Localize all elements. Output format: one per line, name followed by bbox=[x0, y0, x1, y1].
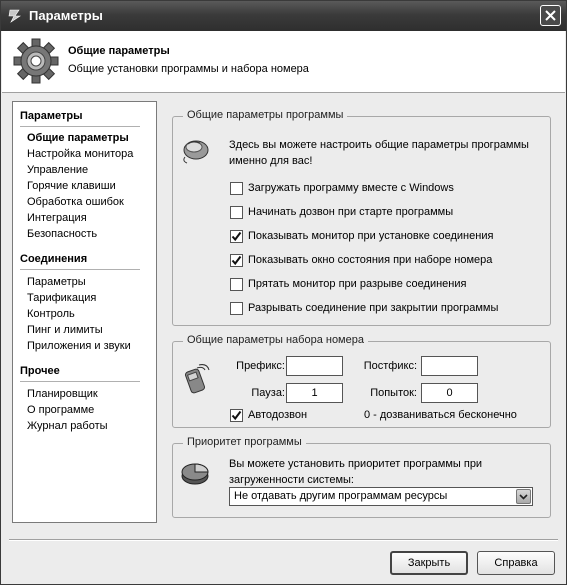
app-icon bbox=[7, 8, 23, 24]
priority-group bbox=[172, 436, 551, 518]
attempts-hint: 0 - дозваниваться бесконечно bbox=[364, 409, 517, 421]
checkbox-autodial[interactable] bbox=[230, 409, 243, 422]
chevron-down-icon bbox=[519, 494, 528, 500]
prefix-label: Префикс: bbox=[236, 360, 285, 372]
nav-item-integration[interactable]: Интеграция bbox=[27, 212, 87, 224]
group-legend: Общие параметры набора номера bbox=[183, 334, 368, 346]
program-settings-description: Здесь вы можете настроить общие параметры программы именно для вас! bbox=[229, 139, 529, 167]
group-legend: Приоритет программы bbox=[183, 436, 306, 448]
window-title: Параметры bbox=[29, 8, 103, 23]
option-autostart[interactable] bbox=[230, 181, 454, 195]
header-title: Общие параметры bbox=[68, 45, 170, 57]
footer-divider bbox=[9, 539, 558, 541]
nav-section-divider bbox=[20, 269, 140, 270]
attempts-label: Попыток: bbox=[370, 387, 417, 399]
priority-select[interactable] bbox=[229, 487, 533, 506]
nav-section-title: Параметры bbox=[20, 110, 83, 122]
nav-item-monitor[interactable]: Настройка монитора bbox=[27, 148, 134, 160]
checkbox-show-monitor[interactable] bbox=[230, 230, 243, 243]
nav-section-divider bbox=[20, 126, 140, 127]
checkmark-icon bbox=[231, 255, 242, 266]
option-dial-on-start[interactable] bbox=[230, 205, 453, 219]
checkmark-icon bbox=[231, 410, 242, 421]
option-label: Показывать монитор при установке соединения bbox=[248, 230, 494, 242]
nav-item-tariffs[interactable]: Тарификация bbox=[27, 292, 97, 304]
title-bar[interactable] bbox=[1, 1, 566, 31]
checkbox-disconnect-on-exit[interactable] bbox=[230, 302, 243, 315]
header-subtitle: Общие установки программы и набора номера bbox=[68, 63, 309, 75]
autodial-label: Автодозвон bbox=[248, 409, 308, 421]
group-legend: Общие параметры программы bbox=[183, 109, 347, 121]
option-show-status[interactable] bbox=[230, 253, 492, 267]
nav-item-general[interactable]: Общие параметры bbox=[27, 132, 129, 144]
phone-icon bbox=[179, 364, 213, 398]
nav-section-title: Прочее bbox=[20, 365, 60, 377]
dropdown-button[interactable] bbox=[516, 489, 531, 504]
settings-navigation bbox=[12, 101, 157, 523]
gear-icon bbox=[12, 37, 60, 85]
nav-item-scheduler[interactable]: Планировщик bbox=[27, 388, 98, 400]
option-label: Разрывать соединение при закрытии программы bbox=[248, 302, 499, 314]
nav-section-divider bbox=[20, 381, 140, 382]
pie-chart-icon bbox=[179, 456, 213, 490]
nav-item-connection-params[interactable]: Параметры bbox=[27, 276, 86, 288]
header-banner bbox=[2, 31, 565, 93]
priority-selected-option: Не отдавать другим программам ресурсы bbox=[234, 490, 448, 502]
nav-item-control[interactable]: Управление bbox=[27, 164, 89, 176]
dial-settings-group bbox=[172, 334, 551, 428]
option-show-monitor[interactable] bbox=[230, 229, 493, 243]
close-button[interactable]: Закрыть bbox=[390, 551, 468, 575]
nav-item-hotkeys[interactable]: Горячие клавиши bbox=[27, 180, 116, 192]
postfix-input[interactable] bbox=[421, 356, 478, 376]
checkbox-dial-on-start[interactable] bbox=[230, 206, 243, 219]
option-label: Начинать дозвон при старте программы bbox=[248, 206, 454, 218]
option-label: Показывать окно состояния при наборе номера bbox=[248, 254, 493, 266]
program-settings-group bbox=[172, 109, 551, 326]
checkmark-icon bbox=[231, 231, 242, 242]
nav-item-monitoring[interactable]: Контроль bbox=[27, 308, 75, 320]
nav-item-security[interactable]: Безопасность bbox=[27, 228, 98, 240]
nav-item-log[interactable]: Журнал работы bbox=[27, 420, 108, 432]
close-icon bbox=[545, 10, 556, 21]
option-autodial[interactable] bbox=[230, 408, 307, 422]
nav-item-ping-limits[interactable]: Пинг и лимиты bbox=[27, 324, 103, 336]
mouse-icon bbox=[179, 131, 213, 165]
postfix-label: Постфикс: bbox=[363, 360, 417, 372]
nav-item-about[interactable]: О программе bbox=[27, 404, 95, 416]
option-disconnect-on-exit[interactable] bbox=[230, 301, 498, 315]
close-window-button[interactable] bbox=[540, 5, 561, 26]
nav-item-errors[interactable]: Обработка ошибок bbox=[27, 196, 124, 208]
nav-item-apps-sounds[interactable]: Приложения и звуки bbox=[27, 340, 131, 352]
option-hide-monitor[interactable] bbox=[230, 277, 466, 291]
checkbox-hide-monitor[interactable] bbox=[230, 278, 243, 291]
pause-input[interactable] bbox=[286, 383, 343, 403]
option-label: Загружать программу вместе с Windows bbox=[248, 182, 454, 194]
option-label: Прятать монитор при разрыве соединения bbox=[248, 278, 467, 290]
attempts-input[interactable] bbox=[421, 383, 478, 403]
help-button[interactable]: Справка bbox=[477, 551, 555, 575]
prefix-input[interactable] bbox=[286, 356, 343, 376]
nav-section-title: Соединения bbox=[20, 253, 88, 265]
checkbox-autostart[interactable] bbox=[230, 182, 243, 195]
priority-description: Вы можете установить приоритет программы при загруженности системы: bbox=[229, 458, 483, 486]
pause-label: Пауза: bbox=[251, 387, 285, 399]
checkbox-show-status[interactable] bbox=[230, 254, 243, 267]
